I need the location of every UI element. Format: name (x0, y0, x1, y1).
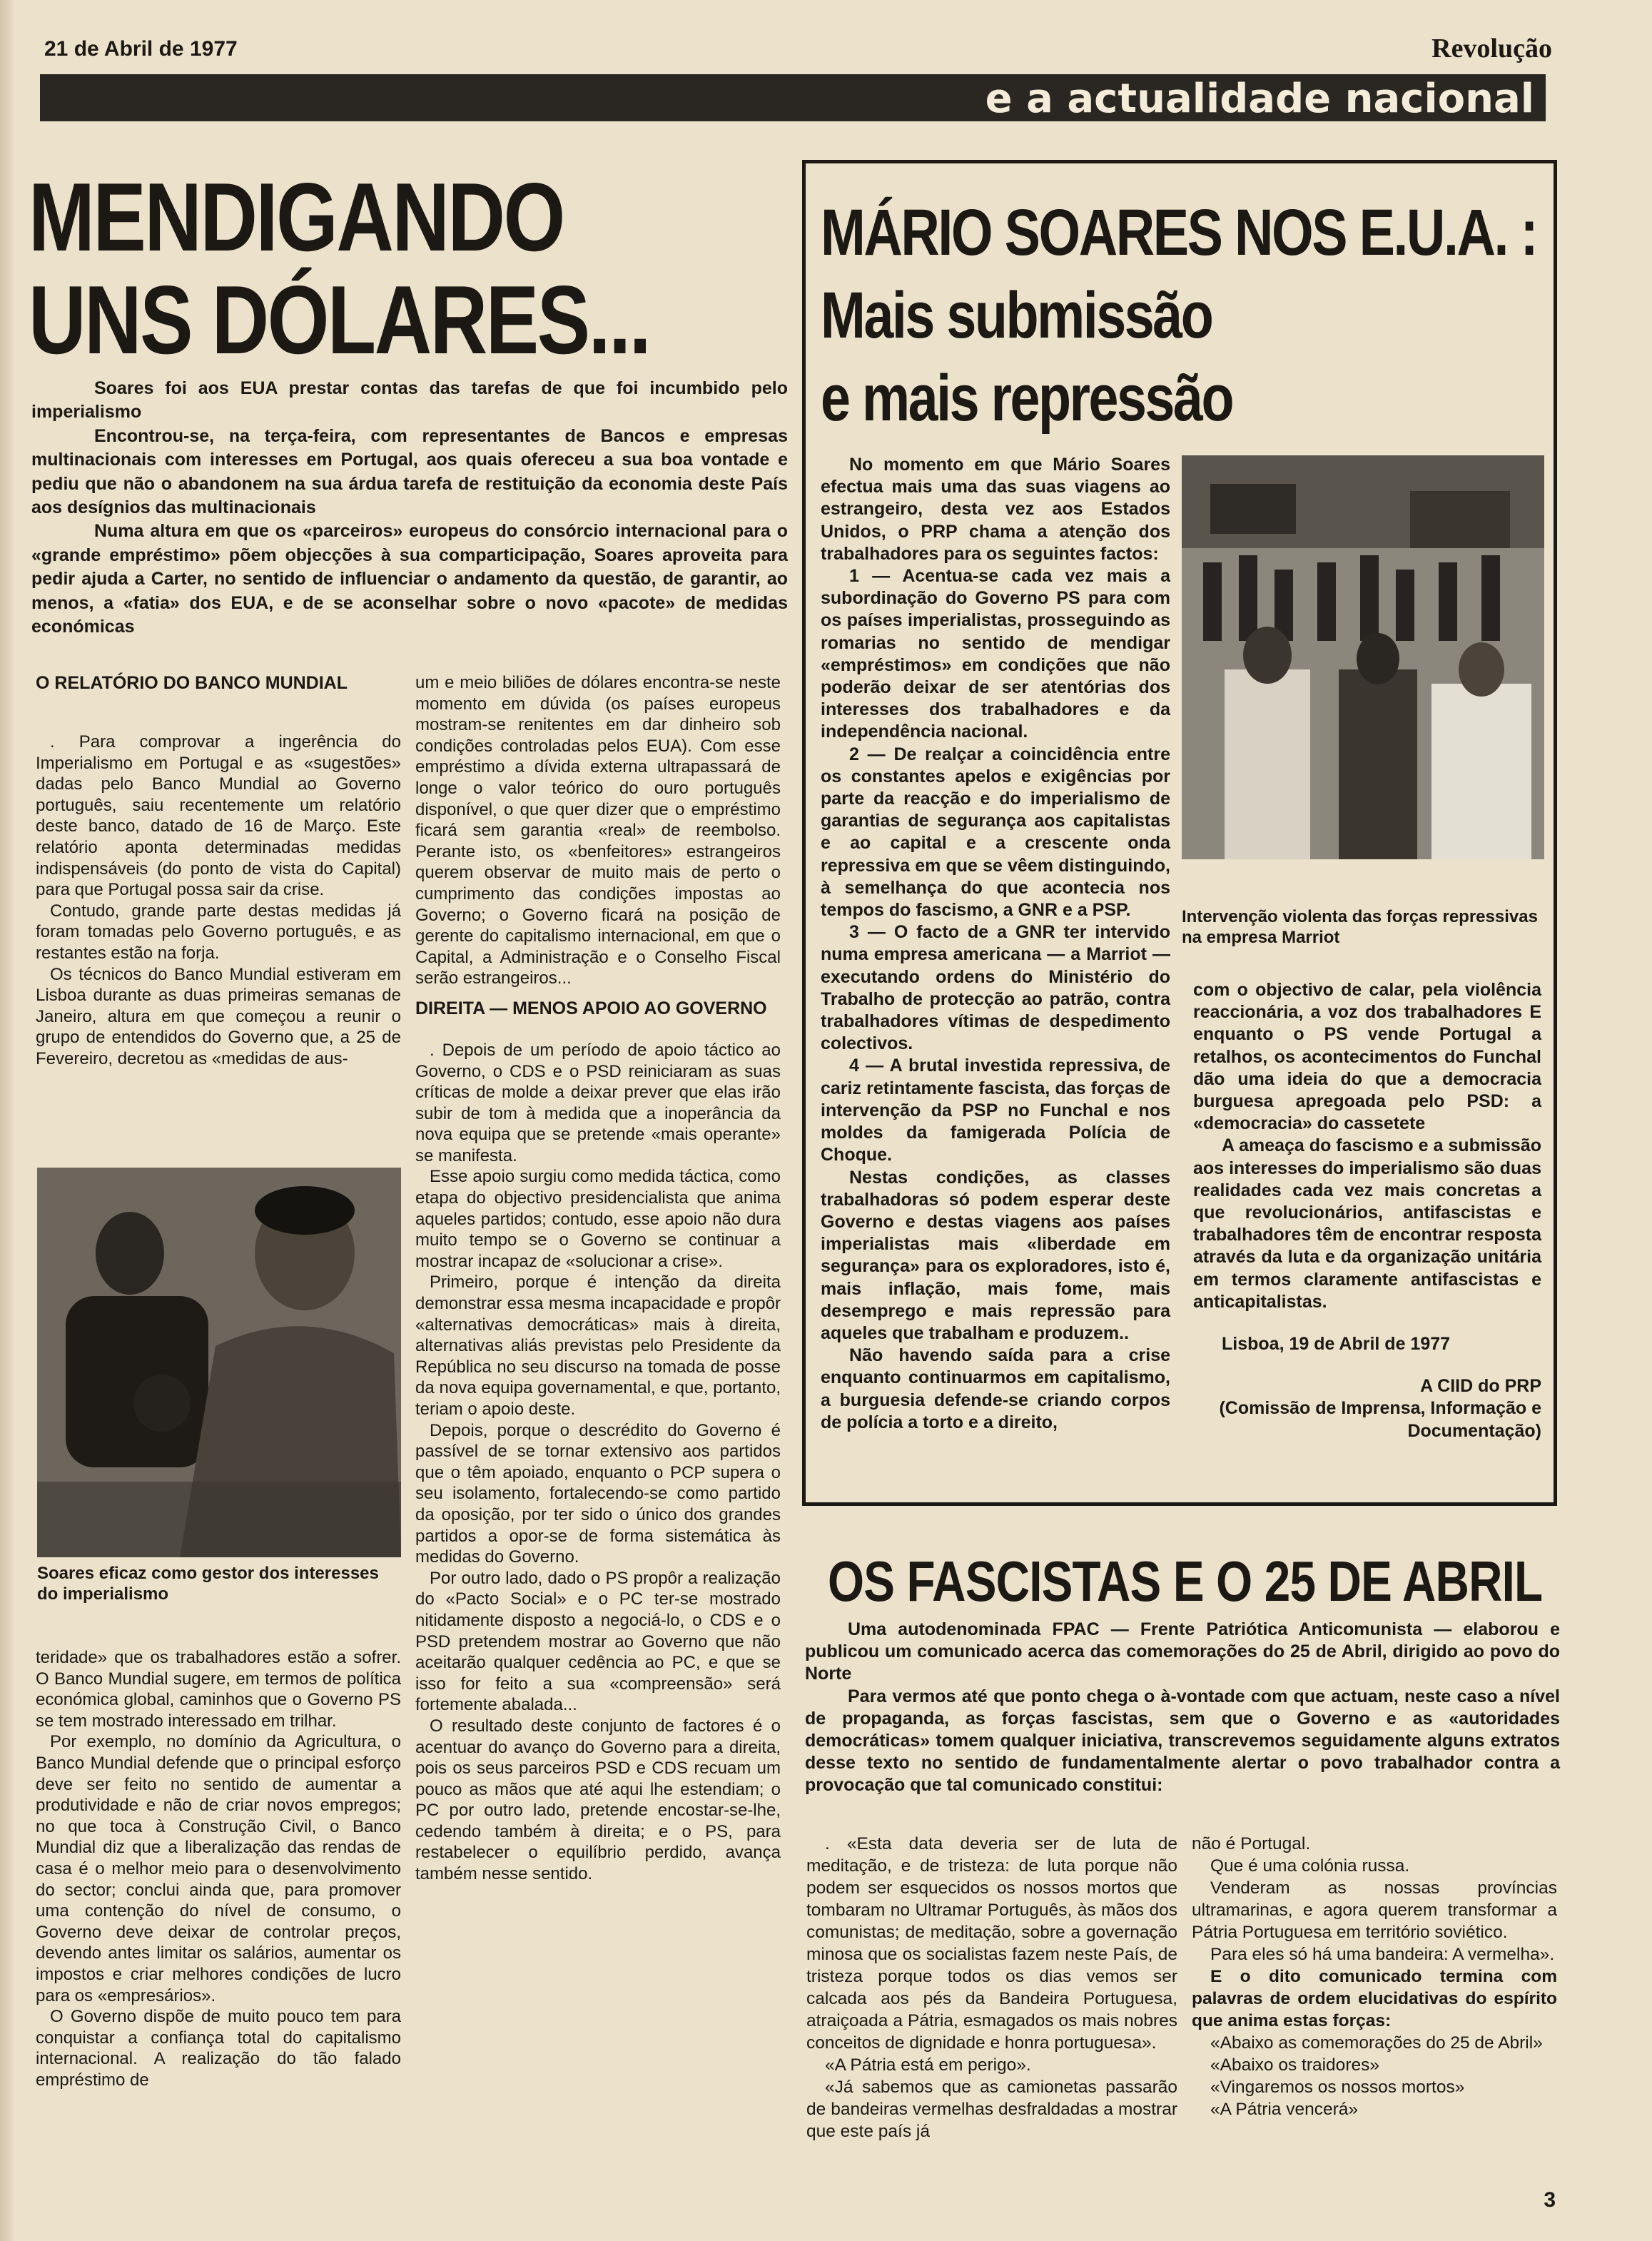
fascists-lede-paragraph: Para vermos até que ponto chega o à-vontade com que actuam, neste caso a nível de propaganda, as forças fascistas, sem que o Governo e as «autoridades democráticas» tomem qualquer iniciativa, transcrevemos seguidamente alguns extratos desse texto no sentido de fundamentalmente alertar o povo trabalhador contra a provocação que tal comunicado constitui: (805, 1686, 1560, 1796)
photo-caption-marriot: Intervenção violenta das forças repressivas na empresa Marriot (1182, 907, 1538, 947)
body-paragraph: Os técnicos do Banco Mundial estiveram em Lisboa durante as duas primeiras semanas de Janeiro, altura em que começou a reunir o grupo de entendidos do Governo que, a 25 de Fevereiro, decretou as «medidas de aus- (36, 964, 401, 1068)
quote-paragraph: Para eles só há uma bandeira: A vermelha». (1210, 1945, 1555, 1964)
quote-paragraph: «Já sabemos que as camionetas passarão de bandeiras vermelhas desfraldadas a mostrar que este país já (806, 2078, 1177, 2141)
lede-paragraph: Encontrou-se, na terça-feira, com representantes de Bancos e empresas multinacionais com interesses em Portugal, aos quais ofereceu a sua boa vontade e pediu que não o abandonem na sua árdua tarefa de restituição da economia deste País aos desígnios das multinacionais (31, 425, 788, 518)
slogan: «A Pátria vencerá» (1210, 2100, 1359, 2119)
section-title: e a actualidade nacional (985, 76, 1534, 122)
headline-line-1: MENDIGANDO (29, 163, 564, 271)
fascists-lede-paragraph: Uma autodenominada FPAC — Frente Patriótica Anticomunista — elaborou e publicou um comunicado acerca das comemorações do 25 de Abril, dirigido ao povo do Norte (805, 1619, 1560, 1684)
photo-soares-image (37, 1168, 401, 1557)
box-paragraph: A ameaça do fascismo e a submissão aos interesses do imperialismo são duas realidades cada vez mais concretas a que revolucionários, antifascistas e trabalhadores têm de encontrar resposta através da luta e da organização unitária em termos claramente antifascistas e anticapitalistas. (1193, 1135, 1541, 1312)
newspaper-name: Revolução (1431, 34, 1552, 64)
box-column-b (1193, 979, 1541, 1442)
body-paragraph: . Depois de um período de apoio táctico ao Governo, o CDS e o PSD reiniciaram as suas críticas de molde a deixar prever que elas irão subir de tom à medida que a inoperância da nova equipa que se pretende «mais operante» se manifesta. (415, 1040, 781, 1165)
quote-paragraph: . «Esta data deveria ser de luta de meditação, e de tristeza: de luta porque não podem ser esquecidos os nossos mortos que tombaram no Ultramar Português, às mãos dos comunistas; de meditação, sobre a governação minosa que os socialistas fazem neste País, de tristeza porque todos os dias vemos ser calcada aos pés da Bandeira Portuguesa, atraiçoada a Pátria, esmagados os mais nobres conceitos de dignidade e honra portuguesa». (806, 1834, 1177, 2053)
fascists-column-a (806, 1833, 1177, 2143)
fascists-lede (805, 1619, 1560, 1797)
box-headline-line-1: MÁRIO SOARES NOS E.U.A. : (821, 196, 1537, 269)
section-banner (40, 74, 1546, 121)
quote-paragraph: não é Portugal. (1192, 1834, 1311, 1853)
article-lede (31, 377, 788, 639)
body-paragraph: . Para comprovar a ingerência do Imperialismo em Portugal e as «sugestões» dadas pelo Banco Mundial ao Governo português, saiu recentemente um relatório deste banco, datado de 16 de Março. Este relatório aponta determinadas medidas indispensáveis (do ponto de vista do Capital) para que Portugal possa sair da crise. (36, 732, 401, 900)
body-paragraph: Esse apoio surgiu como medida táctica, como etapa do objectivo presidencialista que anima aqueles partidos; contudo, esse apoio não dura muito tempo se o Governo se continuar a mostrar incapaz de «solucionar a crise». (415, 1167, 781, 1271)
body-paragraph: Primeiro, porque é intenção da direita demonstrar essa mesma incapacidade e propôr «alternativas democráticas» mais à direita, alternativas aliás previstas pelo Presidente da República no seu discurso na tomada de posse da nova equipa governamental, e que, portanto, teriam o apoio deste. (415, 1273, 781, 1419)
box-paragraph: No momento em que Mário Soares efectua mais uma das suas viagens ao estrangeiro, desta vez aos Estados Unidos, o PRP chama a atenção dos trabalhadores para os seguintes factos: (821, 455, 1170, 564)
box-paragraph: 3 — O facto de a GNR ter intervido numa empresa americana — a Marriot — executando ordens do Ministério do Trabalho de protecção ao patrão, contra trabalhadores vítimas de despedimento colectivos. (821, 922, 1170, 1054)
article-column-1-bottom (36, 1647, 401, 2090)
signature-org: A CIID do PRP (1420, 1376, 1541, 1397)
page-number: 3 (1544, 2188, 1556, 2212)
page-fold-shadow (0, 0, 16, 2241)
quote-paragraph: E o dito comunicado termina com palavras de ordem elucidativas do espírito que anima estas forças: (1192, 1967, 1557, 2030)
body-paragraph: Contudo, grande parte destas medidas já foram tomadas pelo Governo português, e as restantes estão na forja. (36, 901, 401, 963)
slogan: «Abaixo os traidores» (1210, 2055, 1379, 2075)
box-column-a (821, 454, 1170, 1434)
body-paragraph: teridade» que os trabalhadores estão a sofrer. O Banco Mundial sugere, em termos de política económica global, caminhos que o Governo PS se tem mostrado interessado em trilhar. (36, 1648, 401, 1731)
box-paragraph: Não havendo saída para a crise enquanto continuarmos em capitalismo, a burguesia defende-se criando corpos de polícia a torto e a direito, (821, 1345, 1170, 1432)
subheading-banco-mundial: O RELATÓRIO DO BANCO MUNDIAL (36, 673, 348, 693)
slogan: «Abaixo as comemorações do 25 de Abril» (1210, 2033, 1543, 2053)
body-paragraph: um e meio biliões de dólares encontra-se neste momento em dúvida (os países europeus mostram-se renitentes em dar dinheiro sob condições controladas pelos EUA). Com esse empréstimo a dívida externa ultrapassará de longe o valor teórico do ouro português disponível, o que quer dizer que o empréstimo ficará sem garantia «real» de reembolso. Perante isto, os «benfeitores» estrangeiros querem observar de muito mais de perto o cumprimento das condições impostas ao Governo; o Governo ficará na posição de gerente do capitalismo internacional, em que o Capital, a Administração e o Conselho Fiscal serão estrangeiros... (415, 673, 781, 988)
quote-paragraph: Venderam as nossas províncias ultramarinas, e agora querem transformar a Pátria Portuguesa em território soviético. (1192, 1878, 1557, 1942)
fascists-headline: OS FASCISTAS E O 25 DE ABRIL (828, 1549, 1543, 1613)
box-paragraph: 2 — De realçar a coincidência entre os constantes apelos e exigências por parte da reacção e do imperialismo de garantias de segurança aos capitalistas e ao capital e a crescente onda repressiva em que se vêem distinguindo, à semelhança do que acontecia nos tempos do fascismo, a GNR e a PSP. (821, 744, 1170, 921)
lede-paragraph: Soares foi aos EUA prestar contas das tarefas de que foi incumbido pelo imperialismo (31, 378, 788, 423)
body-paragraph: Por outro lado, dado o PS propôr a realização do «Pacto Social» e o PC ter-se mostrado nitidamente disposto a negociá-lo, o CDS e o PSD pretendem mostrar ao Governo que não aceitarão qualquer cedência ao PC, e que se isso for feito a sua «compreensão» será fortemente abalada... (415, 1568, 781, 1715)
photo-marriot (1182, 455, 1544, 859)
photo-caption-soares: Soares eficaz como gestor dos interesses do imperialismo (37, 1564, 379, 1604)
slogan: «Vingaremos os nossos mortos» (1210, 2078, 1465, 2097)
box-paragraph: Nestas condições, as classes trabalhadoras só podem esperar deste Governo e destas viagens aos países imperialistas mais «liberdade em segurança» para os exploradores, isto é, mais inflação, mais fome, mais desemprego e mais repressão para aqueles que trabalham e produzem.. (821, 1167, 1170, 1343)
article-column-2 (415, 672, 781, 1885)
headline-line-2: UNS DÓLARES... (29, 265, 650, 374)
photo-marriot-image (1182, 455, 1544, 859)
box-headline-line-2: Mais submissão (821, 279, 1212, 352)
box-paragraph: 1 — Acentua-se cada vez mais a subordinação do Governo PS para com os países imperialistas, prosseguindo as romarias no sentido de mendigar «empréstimos» em condições que não poderão deixar de ser atentórias dos interesses dos trabalhadores e da independência nacional. (821, 566, 1170, 742)
body-paragraph: Depois, porque o descrédito do Governo é passível de se tornar extensivo aos partidos que o têm apoiado, enquanto o PCP supera o seu isolamento, fortalecendo-se como partido da oposição, por ter sido o único dos grandes partidos a opor-se de forma sistemática às medidas do Governo. (415, 1420, 781, 1567)
quote-paragraph: «A Pátria está em perigo». (825, 2055, 1031, 2075)
issue-date: 21 de Abril de 1977 (44, 37, 238, 61)
box-headline-line-3: e mais repressão (821, 362, 1233, 435)
dateline: Lisboa, 19 de Abril de 1977 (1222, 1334, 1451, 1355)
article-column-1-top (36, 672, 401, 1070)
lede-paragraph: Numa altura em que os «parceiros» europeus do consórcio internacional para o «grande empréstimo» põem objecções à sua comparticipação, Soares aproveita para pedir ajuda a Carter, no sentido de influenciar o andamento da questão, de garantir, ao menos, a «fatia» dos EUA, e de se aconselhar sobre o novo «pacote» de medidas económicas (31, 521, 788, 637)
body-paragraph: O Governo dispõe de muito pouco tem para conquistar a confiança total do capitalismo internacional. A realização do tão falado empréstimo de (36, 2007, 401, 2090)
body-paragraph: O resultado deste conjunto de factores é o acentuar do avanço do Governo para a direita, pois os seus parceiros PSD e CDS recuam um pouco as mãos que até aqui lhe estendiam; o PC por outro lado, pretende encostar-se-lhe, cedendo também à direita; e o PS, para restabelecer o equilíbrio perdido, avança também nesse sentido. (415, 1716, 781, 1884)
box-paragraph: 4 — A brutal investida repressiva, de cariz retintamente fascista, das forças de intervenção da PSP no Funchal e nos moldes da famigerada Polícia de Choque. (821, 1056, 1170, 1165)
photo-soares (37, 1168, 401, 1557)
box-paragraph: com o objectivo de calar, pela violência reaccionária, a voz dos trabalhadores E enquanto o PS vende Portugal a retalhos, os acontecimentos do Funchal dão uma ideia do que a democracia burguesa apregoada pelo PSD: a «democracia» do cassetete (1193, 980, 1541, 1134)
quote-paragraph: Que é uma colónia russa. (1210, 1856, 1410, 1876)
subheading-direita: DIREITA — MENOS APOIO AO GOVERNO (415, 998, 767, 1018)
body-paragraph: Por exemplo, no domínio da Agricultura, o Banco Mundial defende que o principal esforço deve ser feito no sentido de aumentar a produtividade e não de criar novos empregos; no que toca à Construção Civil, o Banco Mundial diz que a liberalização das rendas de casa é o melhor meio para o desenvolvimento do sector; conclui ainda que, para promover uma contenção do nível de consumo, o Governo deve deixar de controlar preços, devendo antes limitar os salários, aumentar os impostos e criar melhores condições de lucro para os «empresários». (36, 1732, 401, 2005)
fascists-column-b (1192, 1833, 1557, 2120)
signature-commission: (Comissão de Imprensa, Informação e Documentação) (1219, 1398, 1541, 1441)
